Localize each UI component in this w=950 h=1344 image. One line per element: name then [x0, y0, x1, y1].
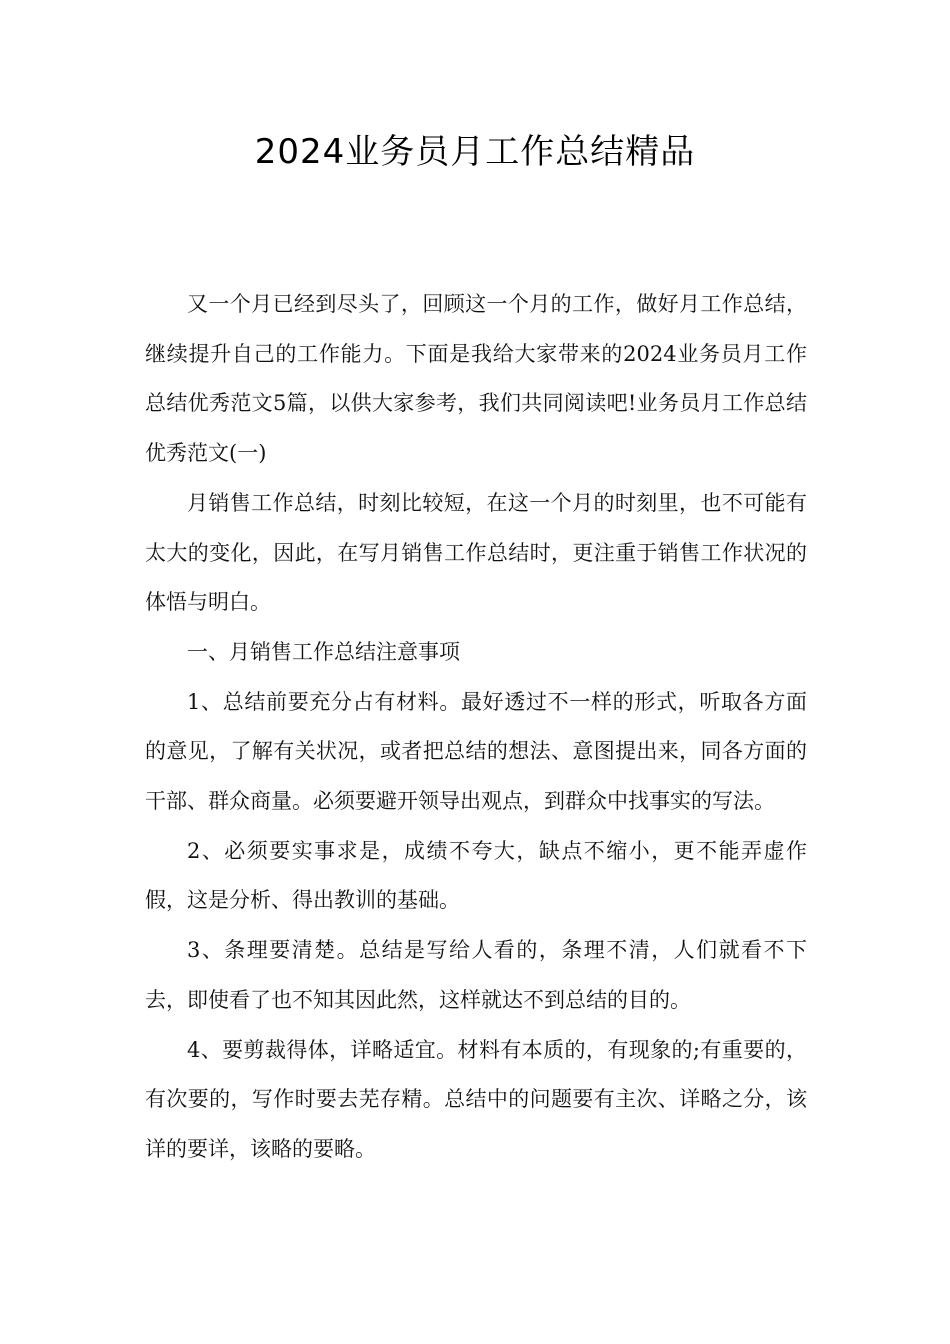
paragraph-monthly-summary: 月销售工作总结，时刻比较短，在这一个月的时刻里，也不可能有太大的变化，因此，在写月销售工作总结时，更注重于销售工作状况的体悟与明白。	[145, 490, 807, 615]
list-item-3: 3、条理要清楚。总结是写给人看的，条理不清，人们就看不下去，即使看了也不知其因此然，这样就达不到总结的目的。	[145, 938, 807, 1012]
list-item-1: 1、总结前要充分占有材料。最好透过不一样的形式，听取各方面的意见，了解有关状况，或者把总结的想法、意图提出来，同各方面的干部、群众商量。必须要避开领导出观点，到群众中找事实的写法。	[145, 689, 807, 814]
section-heading-notes: 一、月销售工作总结注意事项	[187, 639, 460, 664]
document-title: 2024业务员月工作总结精品	[254, 132, 696, 172]
list-item-2: 2、必须要实事求是，成绩不夸大，缺点不缩小，更不能弄虚作假，这是分析、得出教训的基础。	[145, 838, 807, 913]
document-body	[145, 280, 807, 1175]
list-item-4: 4、要剪裁得体，详略适宜。材料有本质的，有现象的;有重要的，有次要的，写作时要去芜存精。总结中的问题要有主次、详略之分，该详的要详，该略的要略。	[145, 1037, 807, 1161]
paragraph-intro: 又一个月已经到尽头了，回顾这一个月的工作，做好月工作总结，继续提升自己的工作能力。下面是我给大家带来的2024业务员月工作总结优秀范文5篇，以供大家参考，我们共同阅读吧!业务员月工作总结优秀范文(一)	[145, 292, 807, 466]
